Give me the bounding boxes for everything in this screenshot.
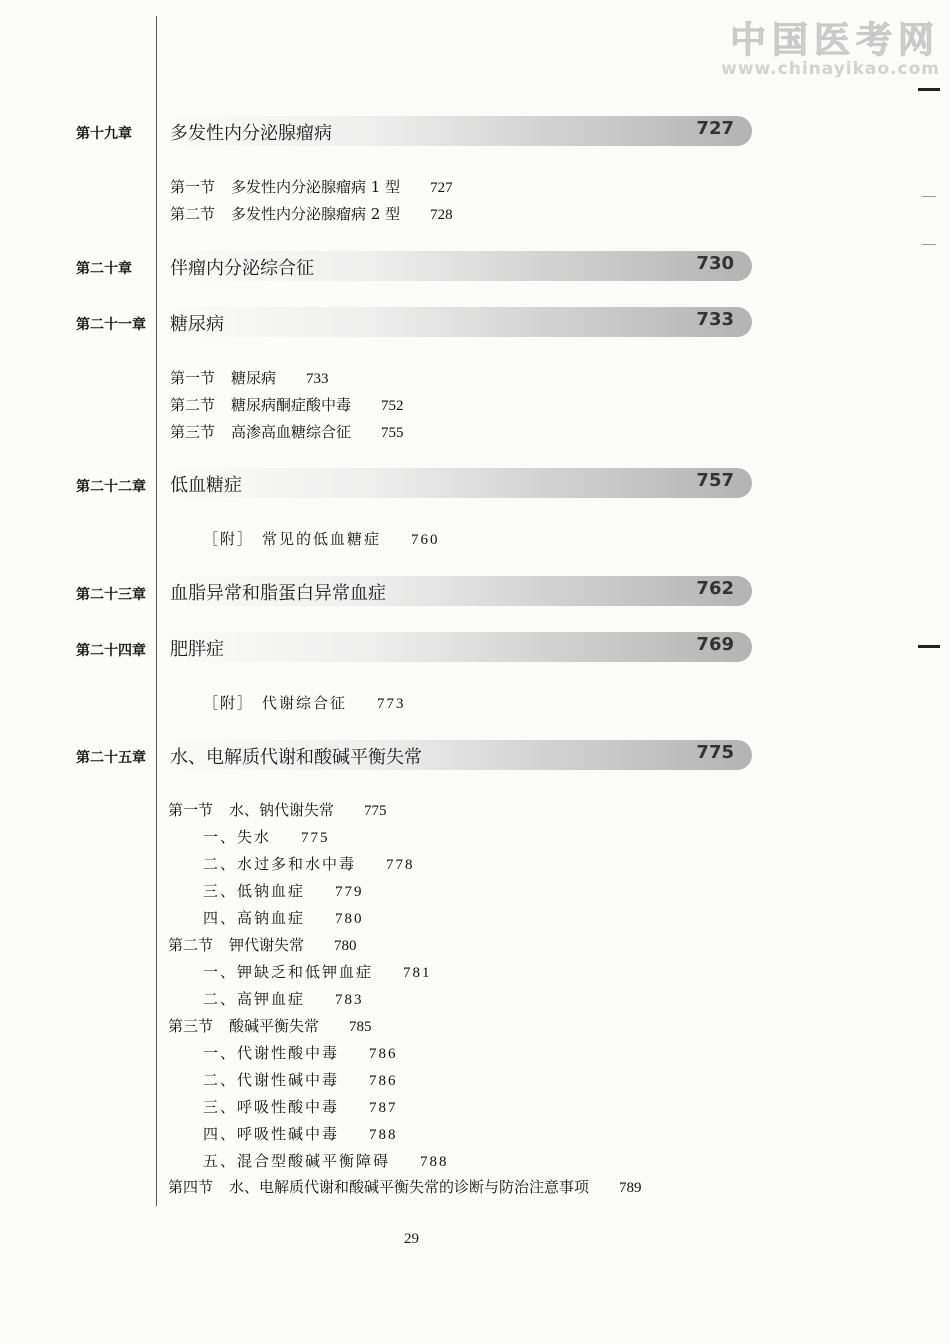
entry-page: 775 bbox=[301, 830, 330, 846]
entry-label: 三、 bbox=[203, 882, 238, 900]
toc-entry[interactable] bbox=[203, 692, 406, 713]
chapter-page: 727 bbox=[696, 118, 734, 139]
chapter-page: 730 bbox=[696, 253, 734, 274]
chapter-label: 第二十五章 bbox=[76, 750, 146, 766]
entry-title: 钾缺乏和低钾血症 bbox=[237, 963, 374, 981]
entry-title: 酸碱平衡失常 bbox=[229, 1017, 320, 1035]
entry-label: 第二节 bbox=[170, 396, 216, 414]
toc-entry[interactable] bbox=[168, 799, 387, 820]
entry-page: 785 bbox=[349, 1019, 372, 1035]
toc-entry[interactable] bbox=[168, 1176, 642, 1197]
entry-page: 778 bbox=[386, 857, 415, 873]
entry-label: 一、 bbox=[203, 828, 238, 846]
chapter-label: 第十九章 bbox=[76, 126, 132, 142]
entry-page: 760 bbox=[411, 532, 440, 548]
toc-entry[interactable] bbox=[203, 1042, 398, 1063]
entry-page: 788 bbox=[420, 1154, 449, 1170]
chapter-heading[interactable] bbox=[164, 468, 752, 498]
entry-page: 728 bbox=[430, 207, 453, 223]
entry-label: 第四节 bbox=[168, 1178, 214, 1196]
entry-page: 786 bbox=[369, 1046, 398, 1062]
toc-entry[interactable] bbox=[170, 421, 404, 442]
entry-label: 二、 bbox=[203, 990, 238, 1008]
toc-entry[interactable] bbox=[203, 1150, 449, 1171]
toc-entry[interactable] bbox=[203, 880, 364, 901]
entry-label: 四、 bbox=[203, 1125, 238, 1143]
toc-entry[interactable] bbox=[203, 1069, 398, 1090]
watermark-title: 中国医考网 bbox=[729, 20, 940, 61]
chapter-page: 757 bbox=[696, 470, 734, 491]
chapter-title: 水、电解质代谢和酸碱平衡失常 bbox=[170, 747, 422, 768]
chapter-page: 769 bbox=[696, 634, 734, 655]
chapter-page: 775 bbox=[696, 742, 734, 763]
entry-label: 第二节 bbox=[168, 936, 214, 954]
chapter-title: 伴瘤内分泌综合征 bbox=[170, 258, 314, 279]
entry-label: 第三节 bbox=[170, 423, 216, 441]
chapter-title: 糖尿病 bbox=[170, 314, 224, 335]
entry-label: ［附］ bbox=[203, 530, 255, 548]
entry-label: 第一节 bbox=[170, 178, 216, 196]
entry-label: 二、 bbox=[203, 855, 238, 873]
edge-tick bbox=[922, 244, 936, 245]
chapter-label: 第二十章 bbox=[76, 261, 132, 277]
entry-title: 混合型酸碱平衡障碍 bbox=[237, 1152, 391, 1170]
entry-page: 780 bbox=[335, 911, 364, 927]
chapter-page: 762 bbox=[696, 578, 734, 599]
entry-title: 多发性内分泌腺瘤病 1 型 bbox=[231, 178, 401, 196]
entry-title: 糖尿病酮症酸中毒 bbox=[231, 396, 352, 414]
toc-entry[interactable] bbox=[170, 176, 453, 197]
entry-title: 高钠血症 bbox=[237, 909, 306, 927]
entry-page: 775 bbox=[364, 803, 387, 819]
entry-page: 783 bbox=[335, 992, 364, 1008]
entry-title: 常见的低血糖症 bbox=[262, 530, 382, 548]
entry-title: 低钠血症 bbox=[237, 882, 306, 900]
edge-mark bbox=[918, 88, 940, 91]
entry-label: 第一节 bbox=[168, 801, 214, 819]
page-number: 29 bbox=[404, 1231, 419, 1247]
toc-entry[interactable] bbox=[203, 1123, 398, 1144]
entry-page: 781 bbox=[403, 965, 432, 981]
entry-page: 733 bbox=[306, 371, 329, 387]
entry-label: 四、 bbox=[203, 909, 238, 927]
entry-page: 752 bbox=[381, 398, 404, 414]
toc-entry[interactable] bbox=[203, 961, 432, 982]
entry-page: 779 bbox=[335, 884, 364, 900]
toc-entry[interactable] bbox=[170, 367, 329, 388]
entry-title: 高渗高血糖综合征 bbox=[231, 423, 352, 441]
toc-entry[interactable] bbox=[170, 203, 453, 224]
entry-label: 三、 bbox=[203, 1098, 238, 1116]
chapter-page: 733 bbox=[696, 309, 734, 330]
chapter-label: 第二十一章 bbox=[76, 317, 146, 333]
toc-entry[interactable] bbox=[203, 853, 415, 874]
toc-entry[interactable] bbox=[170, 394, 404, 415]
entry-title: 高钾血症 bbox=[237, 990, 306, 1008]
chapter-label: 第二十二章 bbox=[76, 479, 146, 495]
entry-page: 787 bbox=[369, 1100, 398, 1116]
chapter-title: 多发性内分泌腺瘤病 bbox=[170, 123, 332, 144]
chapter-title: 低血糖症 bbox=[170, 475, 242, 496]
entry-title: 呼吸性酸中毒 bbox=[237, 1098, 340, 1116]
entry-page: 788 bbox=[369, 1127, 398, 1143]
toc-entry[interactable] bbox=[203, 907, 364, 928]
toc-entry[interactable] bbox=[168, 1015, 372, 1036]
entry-title: 钾代谢失常 bbox=[229, 936, 305, 954]
entry-page: 773 bbox=[377, 696, 406, 712]
watermark-url: www.chinayikao.com bbox=[721, 59, 940, 79]
entry-title: 代谢性酸中毒 bbox=[237, 1044, 340, 1062]
toc-entry[interactable] bbox=[203, 1096, 398, 1117]
entry-title: 水过多和水中毒 bbox=[237, 855, 357, 873]
edge-mark bbox=[918, 645, 940, 648]
entry-page: 786 bbox=[369, 1073, 398, 1089]
entry-label: 一、 bbox=[203, 1044, 238, 1062]
toc-entry[interactable] bbox=[203, 826, 330, 847]
margin-rule bbox=[156, 16, 157, 1206]
entry-label: 第二节 bbox=[170, 205, 216, 223]
chapter-heading[interactable] bbox=[164, 307, 752, 337]
entry-title: 糖尿病 bbox=[231, 369, 277, 387]
chapter-label: 第二十四章 bbox=[76, 643, 146, 659]
entry-title: 水、钠代谢失常 bbox=[229, 801, 335, 819]
entry-title: 水、电解质代谢和酸碱平衡失常的诊断与防治注意事项 bbox=[229, 1178, 590, 1196]
entry-title: 多发性内分泌腺瘤病 2 型 bbox=[231, 205, 401, 223]
entry-title: 代谢性碱中毒 bbox=[237, 1071, 340, 1089]
entry-label: 五、 bbox=[203, 1152, 238, 1170]
entry-title: 代谢综合征 bbox=[262, 694, 348, 712]
toc-entry[interactable] bbox=[203, 528, 440, 549]
entry-label: 第一节 bbox=[170, 369, 216, 387]
watermark bbox=[721, 12, 940, 79]
edge-tick bbox=[922, 196, 936, 197]
chapter-heading[interactable] bbox=[164, 251, 752, 281]
chapter-title: 血脂异常和脂蛋白异常血症 bbox=[170, 583, 386, 604]
chapter-label: 第二十三章 bbox=[76, 587, 146, 603]
toc-entry[interactable] bbox=[168, 934, 357, 955]
chapter-heading[interactable] bbox=[164, 576, 752, 606]
entry-title: 呼吸性碱中毒 bbox=[237, 1125, 340, 1143]
entry-label: ［附］ bbox=[203, 694, 255, 712]
entry-page: 780 bbox=[334, 938, 357, 954]
chapter-heading[interactable] bbox=[164, 740, 752, 770]
entry-page: 727 bbox=[430, 180, 453, 196]
toc-entry[interactable] bbox=[203, 988, 364, 1009]
entry-label: 一、 bbox=[203, 963, 238, 981]
chapter-title: 肥胖症 bbox=[170, 639, 224, 660]
entry-page: 755 bbox=[381, 425, 404, 441]
entry-title: 失水 bbox=[237, 828, 272, 846]
entry-page: 789 bbox=[619, 1180, 642, 1196]
chapter-heading[interactable] bbox=[164, 632, 752, 662]
entry-label: 二、 bbox=[203, 1071, 238, 1089]
entry-label: 第三节 bbox=[168, 1017, 214, 1035]
chapter-heading[interactable] bbox=[164, 116, 752, 146]
